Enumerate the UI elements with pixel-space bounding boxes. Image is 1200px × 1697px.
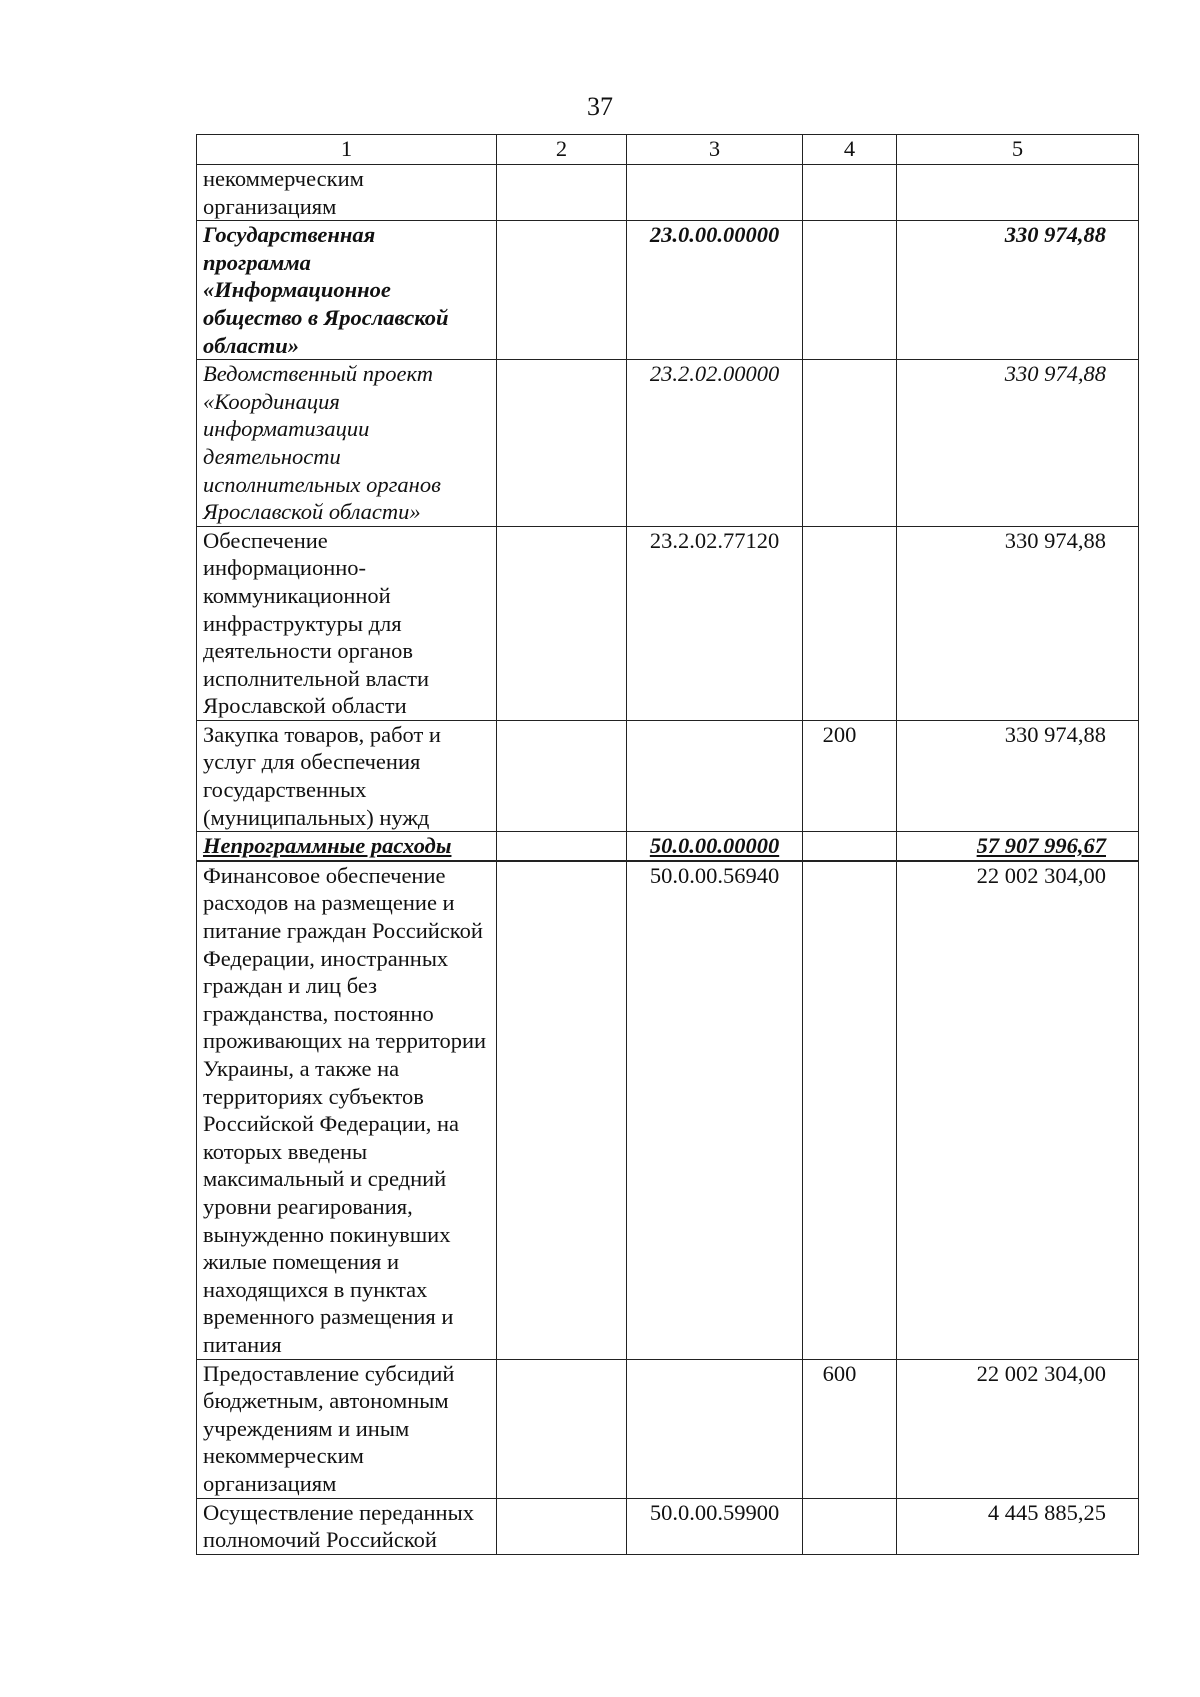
- table-row: [197, 526, 1139, 720]
- row-amount-cell: [897, 165, 1139, 221]
- row-amount-cell: 57 907 996,67: [897, 832, 1139, 861]
- row-col2-cell: [497, 1498, 627, 1554]
- table-row: [197, 832, 1139, 861]
- row-amount-cell: 22 002 304,00: [897, 861, 1139, 1359]
- header-cell: 1: [197, 135, 497, 165]
- row-name-cell: Обеспечение информационно- коммуникационной инфраструктуры для деятельности органов исполнительной власти Ярославской области: [197, 526, 497, 720]
- header-cell: 5: [897, 135, 1139, 165]
- row-col2-cell: [497, 861, 627, 1359]
- row-code-cell: 23.0.00.00000: [627, 221, 803, 360]
- table-row: [197, 1498, 1139, 1554]
- header-cell: 3: [627, 135, 803, 165]
- row-name-cell: Финансовое обеспечение расходов на размещение и питание граждан Российской Федерации, иностранных граждан и лиц без гражданства, постоянно проживающих на территории Украины, а также на территориях субъектов Российской Федерации, на которых введены максимальный и средний уровни реагирования, вынужденно покинувших жилые помещения и находящихся в пунктах временного размещения и питания: [197, 861, 497, 1359]
- row-expense-type-cell: [803, 832, 897, 861]
- row-expense-type-cell: 200: [803, 720, 897, 831]
- header-cell: 2: [497, 135, 627, 165]
- row-name-cell: Государственная программа «Информационное общество в Ярославской области»: [197, 221, 497, 360]
- row-expense-type-cell: [803, 1498, 897, 1554]
- table-row: [197, 221, 1139, 360]
- row-amount-cell: 330 974,88: [897, 221, 1139, 360]
- row-expense-type-cell: [803, 165, 897, 221]
- row-name-cell: Осуществление переданных полномочий Российской: [197, 1498, 497, 1554]
- row-expense-type-cell: 600: [803, 1359, 897, 1498]
- header-row: [197, 135, 1139, 165]
- table-row: [197, 720, 1139, 831]
- row-col2-cell: [497, 165, 627, 221]
- row-amount-cell: 330 974,88: [897, 360, 1139, 527]
- header-cell: 4: [803, 135, 897, 165]
- row-amount-cell: 330 974,88: [897, 526, 1139, 720]
- row-code-cell: 50.0.00.56940: [627, 861, 803, 1359]
- row-col2-cell: [497, 221, 627, 360]
- row-col2-cell: [497, 526, 627, 720]
- row-code-cell: 50.0.00.00000: [627, 832, 803, 861]
- budget-table-body: [197, 135, 1139, 1555]
- row-code-cell: 23.2.02.00000: [627, 360, 803, 527]
- table-row: [197, 861, 1139, 1359]
- row-amount-cell: 330 974,88: [897, 720, 1139, 831]
- row-code-cell: [627, 165, 803, 221]
- row-expense-type-cell: [803, 221, 897, 360]
- row-col2-cell: [497, 1359, 627, 1498]
- row-code-cell: [627, 720, 803, 831]
- row-name-cell: Предоставление субсидий бюджетным, автономным учреждениям и иным некоммерческим организациям: [197, 1359, 497, 1498]
- row-name-cell: Закупка товаров, работ и услуг для обеспечения государственных (муниципальных) нужд: [197, 720, 497, 831]
- row-code-cell: 23.2.02.77120: [627, 526, 803, 720]
- table-row: [197, 165, 1139, 221]
- page-number: 37: [587, 92, 613, 121]
- table-row: [197, 1359, 1139, 1498]
- row-code-cell: [627, 1359, 803, 1498]
- row-expense-type-cell: [803, 360, 897, 527]
- row-col2-cell: [497, 832, 627, 861]
- table-row: [197, 360, 1139, 527]
- row-name-cell: некоммерческим организациям: [197, 165, 497, 221]
- row-amount-cell: 22 002 304,00: [897, 1359, 1139, 1498]
- row-code-cell: 50.0.00.59900: [627, 1498, 803, 1554]
- row-col2-cell: [497, 360, 627, 527]
- row-name-cell: Ведомственный проект «Координация информатизации деятельности исполнительных органов Ярославской области»: [197, 360, 497, 527]
- row-expense-type-cell: [803, 526, 897, 720]
- budget-table: [196, 134, 1139, 1555]
- row-name-cell: Непрограммные расходы: [197, 832, 497, 861]
- row-amount-cell: 4 445 885,25: [897, 1498, 1139, 1554]
- row-expense-type-cell: [803, 861, 897, 1359]
- row-col2-cell: [497, 720, 627, 831]
